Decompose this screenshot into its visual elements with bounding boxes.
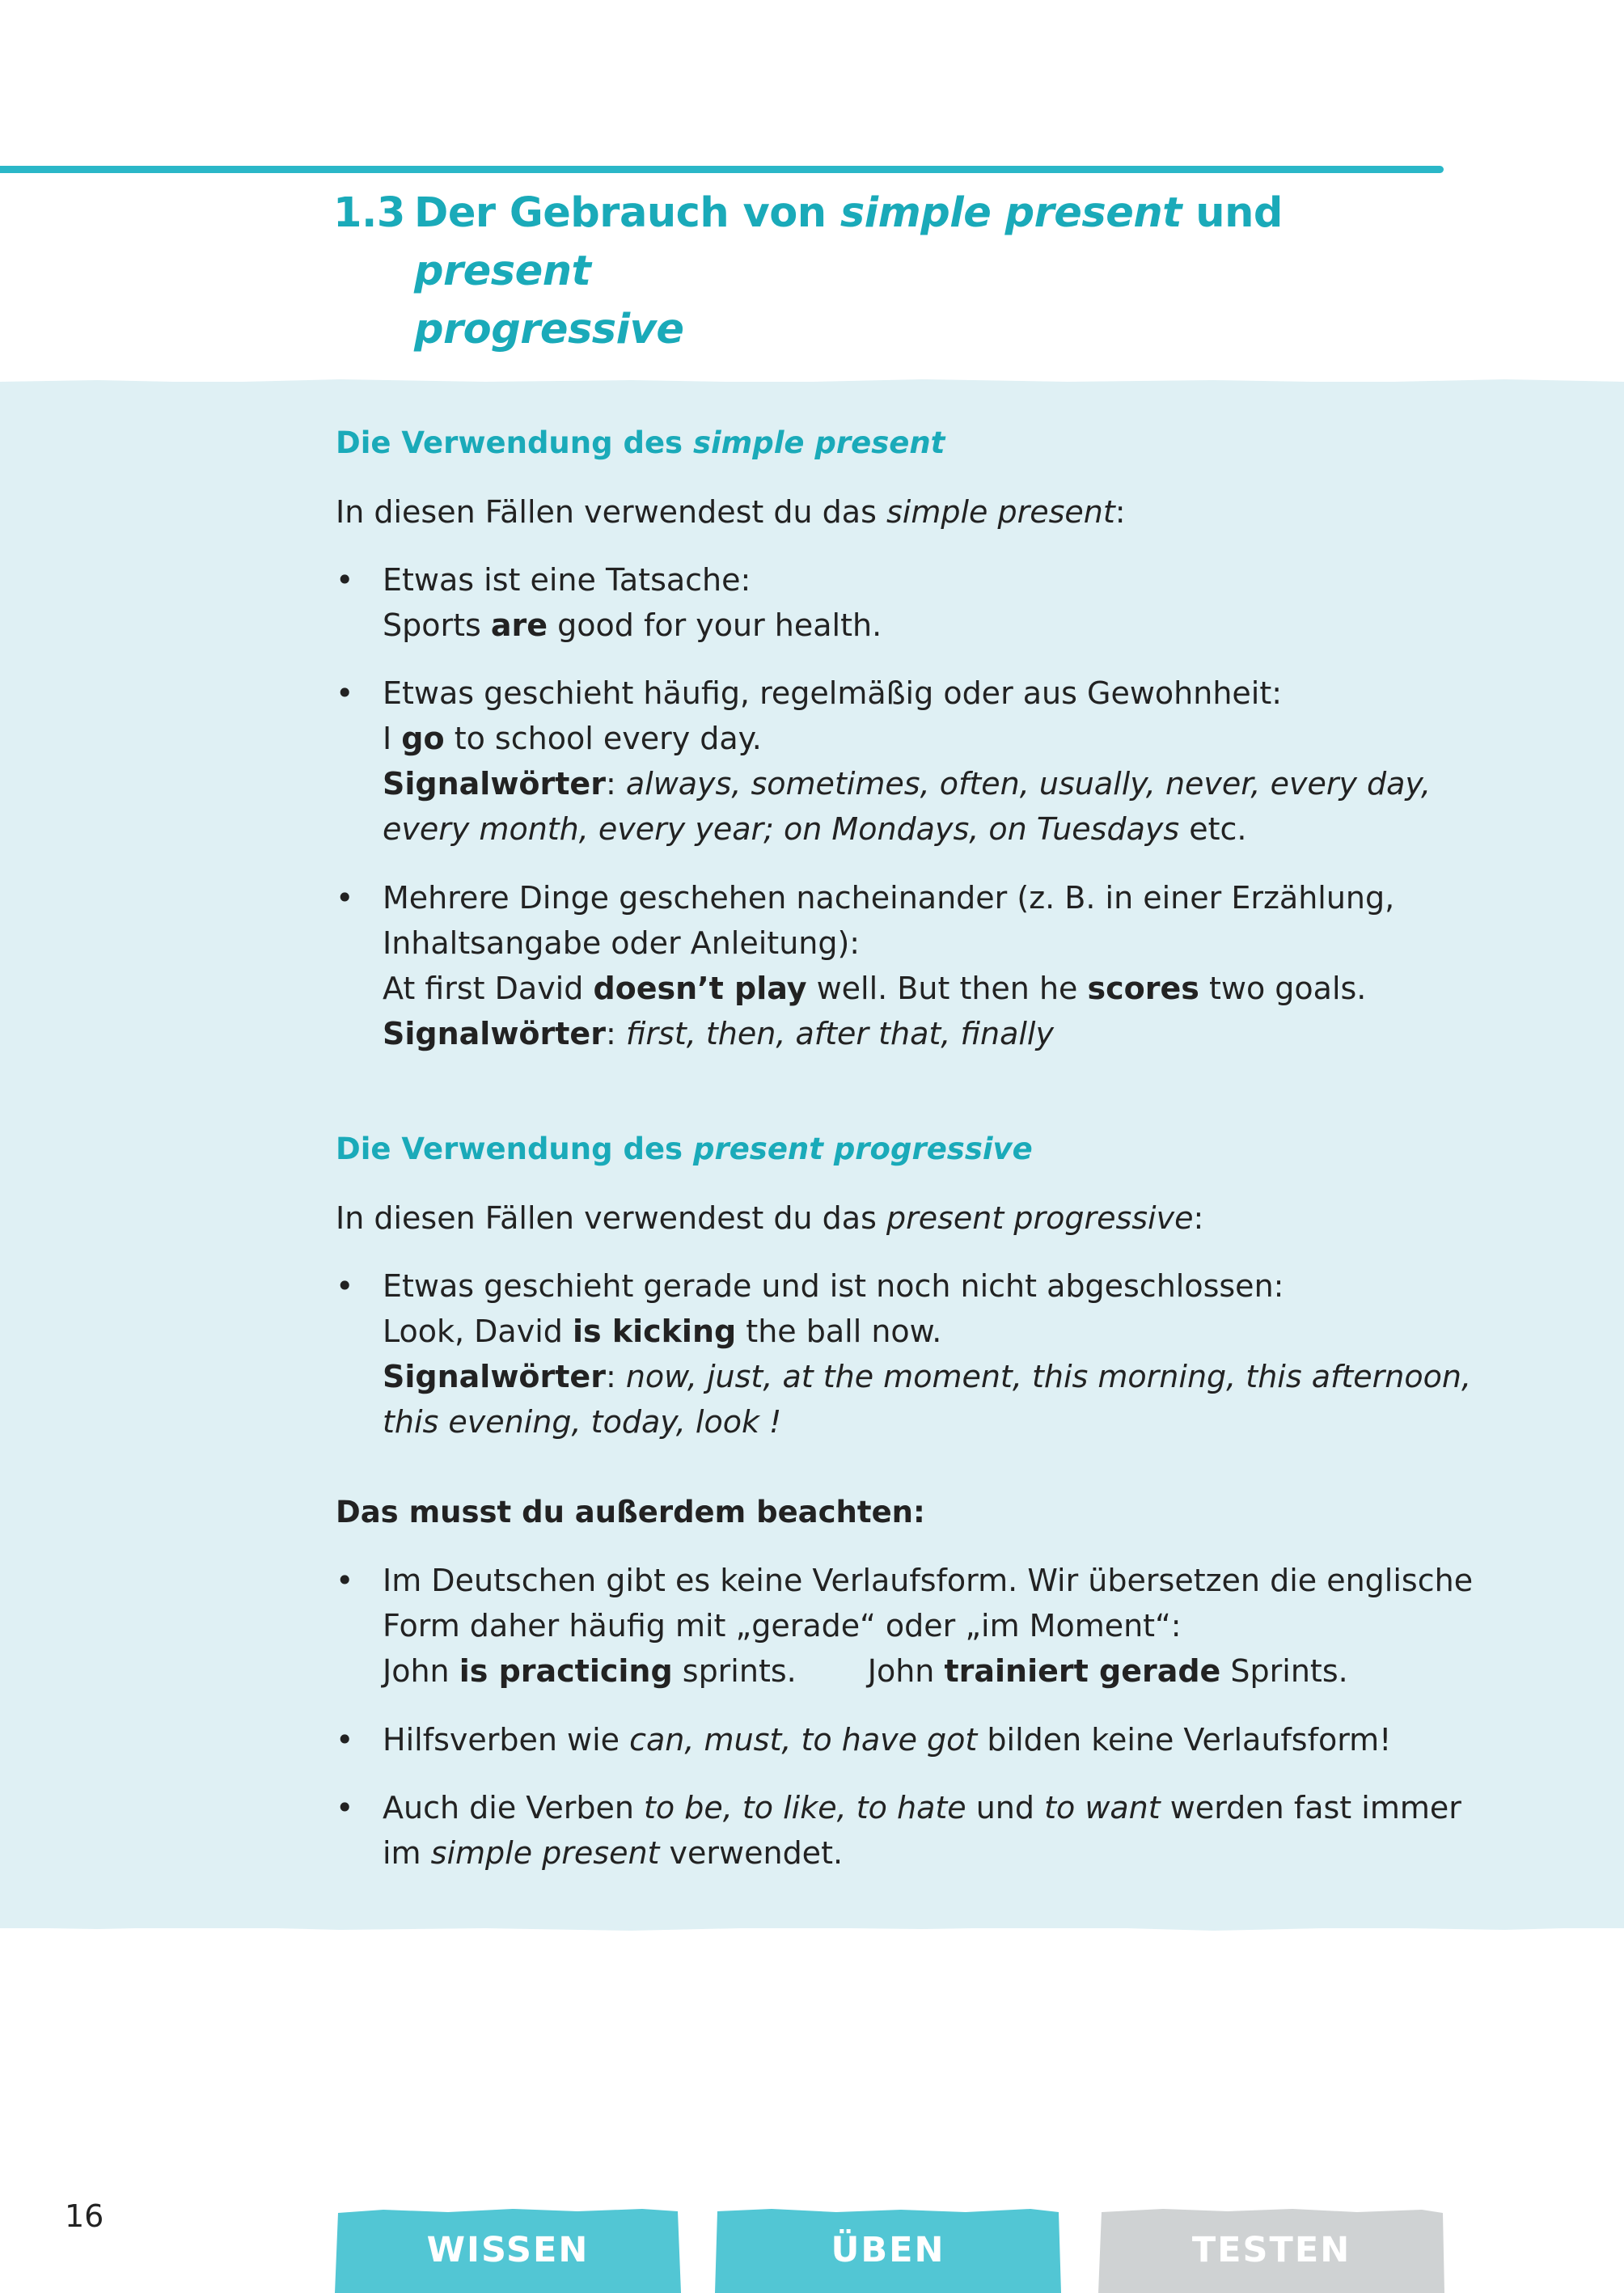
rule-text-cont: Inhaltsangabe oder Anleitung): — [383, 925, 861, 961]
tab-ueben[interactable] — [715, 2206, 1061, 2293]
tab-label: ÜBEN — [831, 2229, 945, 2270]
tab-label: WISSEN — [426, 2229, 590, 2270]
bullet-icon: • — [336, 562, 354, 598]
signal-words-cont: every month, every year; on Mondays, on Tuesdays etc. — [383, 811, 1247, 847]
signal-words: Signalwörter: first, then, after that, finally — [383, 1016, 1054, 1051]
page-number: 16 — [65, 2198, 104, 2234]
panel-top-edge — [0, 372, 1624, 391]
note-text-cont: im simple present verwendet. — [383, 1835, 844, 1871]
note-text: Hilfsverben wie can, must, to have got bilden keine Verlaufsform! — [383, 1722, 1392, 1758]
simple-present-intro: In diesen Fällen verwendest du das simple present: — [336, 494, 1126, 530]
simple-present-heading: Die Verwendung des simple present — [336, 425, 945, 460]
example-sentence: I go to school every day. — [383, 721, 762, 756]
panel-bottom-edge — [0, 1919, 1624, 1938]
signal-words: Signalwörter: now, just, at the moment, this morning, this afternoon, — [383, 1359, 1472, 1394]
notes-heading: Das musst du außerdem beachten: — [336, 1495, 925, 1529]
present-progressive-heading: Die Verwendung des present progressive — [336, 1132, 1033, 1166]
bullet-icon: • — [336, 1268, 354, 1304]
example-sentence: Look, David is kicking the ball now. — [383, 1314, 942, 1349]
bullet-icon: • — [336, 1722, 354, 1758]
tab-wissen[interactable] — [335, 2206, 681, 2293]
bullet-icon: • — [336, 880, 354, 916]
note-text: Im Deutschen gibt es keine Verlaufsform. Wir übersetzen die englische — [383, 1563, 1474, 1598]
rule-text: Etwas geschieht gerade und ist noch nicht abgeschlossen: — [383, 1268, 1284, 1304]
example-sentence: At first David doesn’t play well. But then he scores two goals. — [383, 971, 1367, 1006]
bullet-icon: • — [336, 1563, 354, 1598]
rule-text: Etwas ist eine Tatsache: — [383, 562, 751, 598]
signal-words: Signalwörter: always, sometimes, often, usually, never, every day, — [383, 766, 1432, 802]
translation-example: John is practicing sprints. John trainiert gerade Sprints. — [383, 1653, 1348, 1689]
section-title: Der Gebrauch von simple present und present progressive — [414, 189, 1283, 353]
example-sentence: Sports are good for your health. — [383, 607, 882, 643]
note-text-cont: Form daher häufig mit „gerade“ oder „im Moment“: — [383, 1608, 1182, 1644]
tab-testen[interactable] — [1098, 2206, 1444, 2293]
section-number: 1.3 — [333, 189, 405, 237]
top-rule — [0, 166, 1444, 173]
signal-words-cont: this evening, today, look ! — [383, 1404, 782, 1440]
note-text: Auch die Verben to be, to like, to hate und to want werden fast immer — [383, 1790, 1461, 1826]
bullet-icon: • — [336, 675, 354, 711]
present-progressive-intro: In diesen Fällen verwendest du das present progressive: — [336, 1200, 1204, 1236]
rule-text: Mehrere Dinge geschehen nacheinander (z. B. in einer Erzählung, — [383, 880, 1395, 916]
rule-text: Etwas geschieht häufig, regelmäßig oder aus Gewohnheit: — [383, 675, 1283, 711]
bullet-icon: • — [336, 1790, 354, 1826]
tab-label: TESTEN — [1191, 2229, 1351, 2270]
